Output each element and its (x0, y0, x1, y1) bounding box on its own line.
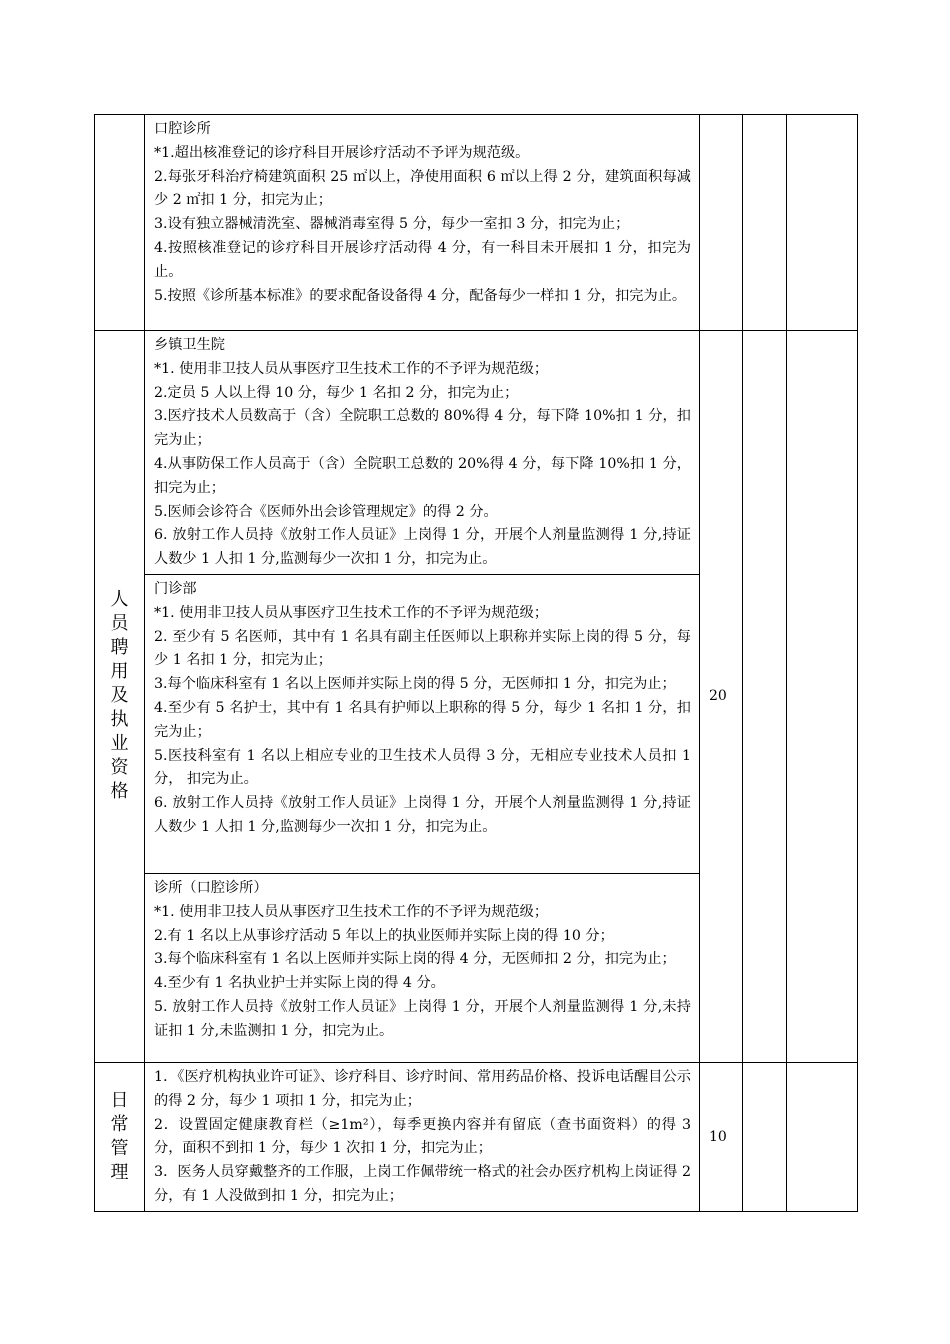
criteria-line: 4.从事防保工作人员高于（含）全院职工总数的 20%得 4 分，每下降 10%扣 1 分，扣完为止； (154, 455, 691, 496)
row-township-hospital (95, 331, 858, 575)
blank-cell (743, 1062, 787, 1211)
criteria-line: 口腔诊所 (154, 121, 211, 137)
criteria-line: 5. 放射工作人员持《放射工作人员证》上岗得 1 分，开展个人剂量监测得 1 分,未持证扣 1 分,未监测扣 1 分，扣完为止。 (154, 998, 691, 1039)
criteria-line: 诊所（口腔诊所） (154, 879, 268, 896)
criteria-line: 3．医务人员穿戴整齐的工作服，上岗工作佩带统一格式的社会办医疗机构上岗证得 2 分，有 1 人没做到扣 1 分，扣完为止； (154, 1164, 691, 1204)
criteria-line: 门诊部 (154, 580, 197, 597)
evaluation-table (94, 114, 858, 1212)
criteria-line: *1.超出核准登记的诊疗科目开展诊疗活动不予评为规范级。 (154, 144, 530, 161)
criteria-line: 3.每个临床科室有 1 名以上医师并实际上岗的得 4 分，无医师扣 2 分，扣完为止； (154, 951, 676, 968)
criteria-line: 2.定员 5 人以上得 10 分，每少 1 名扣 2 分，扣完为止； (154, 384, 519, 401)
criteria-line: 3.每个临床科室有 1 名以上医师并实际上岗的得 5 分，无医师扣 1 分，扣完为止； (154, 676, 676, 693)
criteria-line: 5.医技科室有 1 名以上相应专业的卫生技术人员得 3 分，无相应专业技术人员扣 1 分， 扣完为止。 (154, 747, 691, 788)
criteria-line: 5.按照《诊所基本标准》的要求配备设备得 4 分，配备每少一样扣 1 分，扣完为止。 (154, 287, 687, 304)
category-staffing (95, 331, 145, 1063)
criteria-line: *1. 使用非卫技人员从事医疗卫生技术工作的不予评为规范级； (154, 360, 549, 377)
criteria-line: 2．设置固定健康教育栏（≥1m²），每季更换内容并有留底（查书面资料）的得 3 分，面积不到扣 1 分，每少 1 次扣 1 分，扣完为止； (154, 1116, 691, 1157)
criteria-line: 4.至少有 1 名执业护士并实际上岗的得 4 分。 (154, 975, 445, 992)
criteria-clinic (145, 873, 700, 1062)
criteria-line: *1. 使用非卫技人员从事医疗卫生技术工作的不予评为规范级； (154, 903, 549, 920)
blank-cell (743, 331, 787, 1063)
criteria-line: 3.医疗技术人员数高于（含）全院职工总数的 80%得 4 分，每下降 10%扣 1 分，扣完为止； (154, 408, 691, 449)
category-cell-empty (95, 115, 145, 331)
criteria-line: 2. 至少有 5 名医师，其中有 1 名具有副主任医师以上职称并实际上岗的得 5 分，每少 1 名扣 1 分，扣完为止； (154, 628, 691, 669)
score-cell-empty (700, 115, 743, 331)
criteria-outpatient (145, 574, 700, 873)
criteria-line: 6. 放射工作人员持《放射工作人员证》上岗得 1 分，开展个人剂量监测得 1 分,持证人数少 1 人扣 1 分,监测每少一次扣 1 分，扣完为止。 (154, 795, 691, 835)
blank-cell (787, 1062, 858, 1211)
score-staffing: 20 (700, 331, 743, 1063)
criteria-line: 5.医师会诊符合《医师外出会诊管理规定》的得 2 分。 (154, 503, 498, 520)
score-daily: 10 (700, 1062, 743, 1211)
criteria-line: 3.设有独立器械清洗室、器械消毒室得 5 分，每少一室扣 3 分，扣完为止； (154, 216, 630, 233)
category-label: 日常管理 (110, 1089, 129, 1183)
criteria-township-hospital (145, 331, 700, 575)
blank-cell (787, 331, 858, 1063)
criteria-line: 乡镇卫生院 (154, 337, 225, 353)
criteria-line: 4.至少有 5 名护士，其中有 1 名具有护师以上职称的得 5 分，每少 1 名扣 1 分，扣完为止； (154, 699, 691, 740)
criteria-line: 2.有 1 名以上从事诊疗活动 5 年以上的执业医师并实际上岗的得 10 分； (154, 927, 614, 944)
criteria-line: 1．《医疗机构执业许可证》、诊疗科目、诊疗时间、常用药品价格、投诉电话醒目公示的得 2 分，每少 1 项扣 1 分，扣完为止； (154, 1068, 691, 1109)
blank-cell (743, 115, 787, 331)
row-daily-management (95, 1062, 858, 1211)
criteria-dental-clinic (145, 115, 700, 331)
blank-cell (787, 115, 858, 331)
row-dental-clinic (95, 115, 858, 331)
category-label: 人员聘用及执业资格 (110, 589, 129, 803)
criteria-line: 4.按照核准登记的诊疗科目开展诊疗活动得 4 分，有一科目未开展扣 1 分，扣完为止。 (154, 239, 691, 280)
criteria-line: 6. 放射工作人员持《放射工作人员证》上岗得 1 分，开展个人剂量监测得 1 分,持证人数少 1 人扣 1 分,监测每少一次扣 1 分，扣完为止。 (154, 527, 691, 568)
criteria-line: 2.每张牙科治疗椅建筑面积 25 ㎡以上，净使用面积 6 ㎡以上得 2 分，建筑面积每减少 2 ㎡扣 1 分，扣完为止； (154, 168, 691, 209)
criteria-daily (145, 1062, 700, 1211)
criteria-line: *1. 使用非卫技人员从事医疗卫生技术工作的不予评为规范级； (154, 604, 549, 621)
category-daily (95, 1062, 145, 1211)
